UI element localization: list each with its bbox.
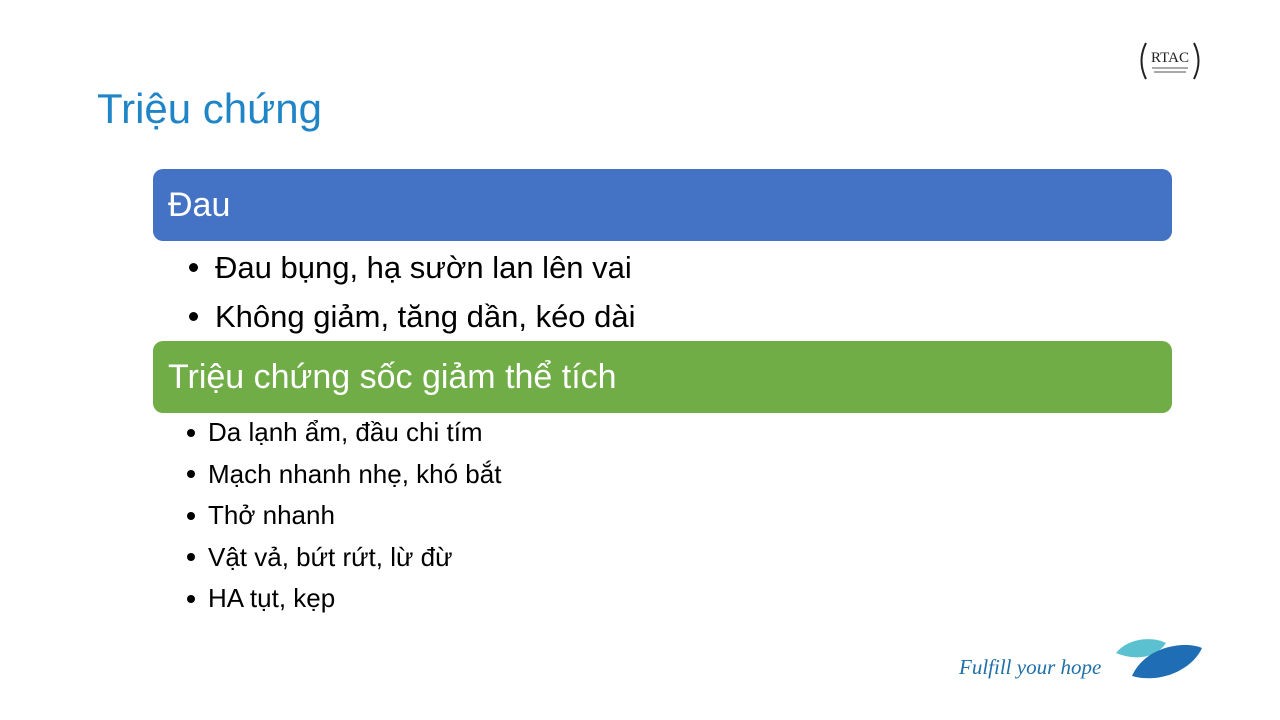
list-item-text: Thở nhanh (208, 500, 335, 531)
bullet-icon (187, 470, 195, 478)
section-header-pain-label: Đau (168, 185, 231, 224)
list-item-text: Mạch nhanh nhẹ, khó bắt (208, 458, 502, 489)
section-header-shock (153, 341, 1172, 413)
list-item (187, 537, 501, 579)
list-item-text: Da lạnh ẩm, đầu chi tím (208, 417, 483, 448)
rtac-logo (1136, 40, 1204, 82)
pain-symptom-list (189, 243, 636, 341)
list-item (187, 412, 501, 454)
list-item-text: Vật vả, bứt rứt, lừ đừ (208, 541, 453, 572)
list-item (189, 243, 636, 292)
list-item (187, 495, 501, 537)
bullet-icon (189, 312, 198, 321)
bullet-icon (187, 595, 195, 603)
bullet-icon (187, 553, 195, 561)
bullet-icon (187, 429, 195, 437)
section-header-pain (153, 169, 1172, 241)
list-item (189, 292, 636, 341)
footer-tagline: Fulfill your hope (959, 655, 1102, 679)
list-item (187, 454, 501, 496)
bullet-icon (189, 263, 198, 272)
list-item-text: Không giảm, tăng dần, kéo dài (215, 298, 636, 334)
list-item (187, 578, 501, 620)
section-header-shock-label: Triệu chứng sốc giảm thể tích (168, 357, 617, 396)
slide-title: Triệu chứng (97, 85, 322, 132)
rtac-logo-text: RTAC (1151, 50, 1189, 66)
bullet-icon (187, 512, 195, 520)
shock-symptom-list (187, 412, 501, 620)
leaf-logo-icon (1114, 636, 1204, 684)
list-item-text: Đau bụng, hạ sườn lan lên vai (215, 249, 632, 285)
list-item-text: HA tụt, kẹp (208, 583, 336, 614)
